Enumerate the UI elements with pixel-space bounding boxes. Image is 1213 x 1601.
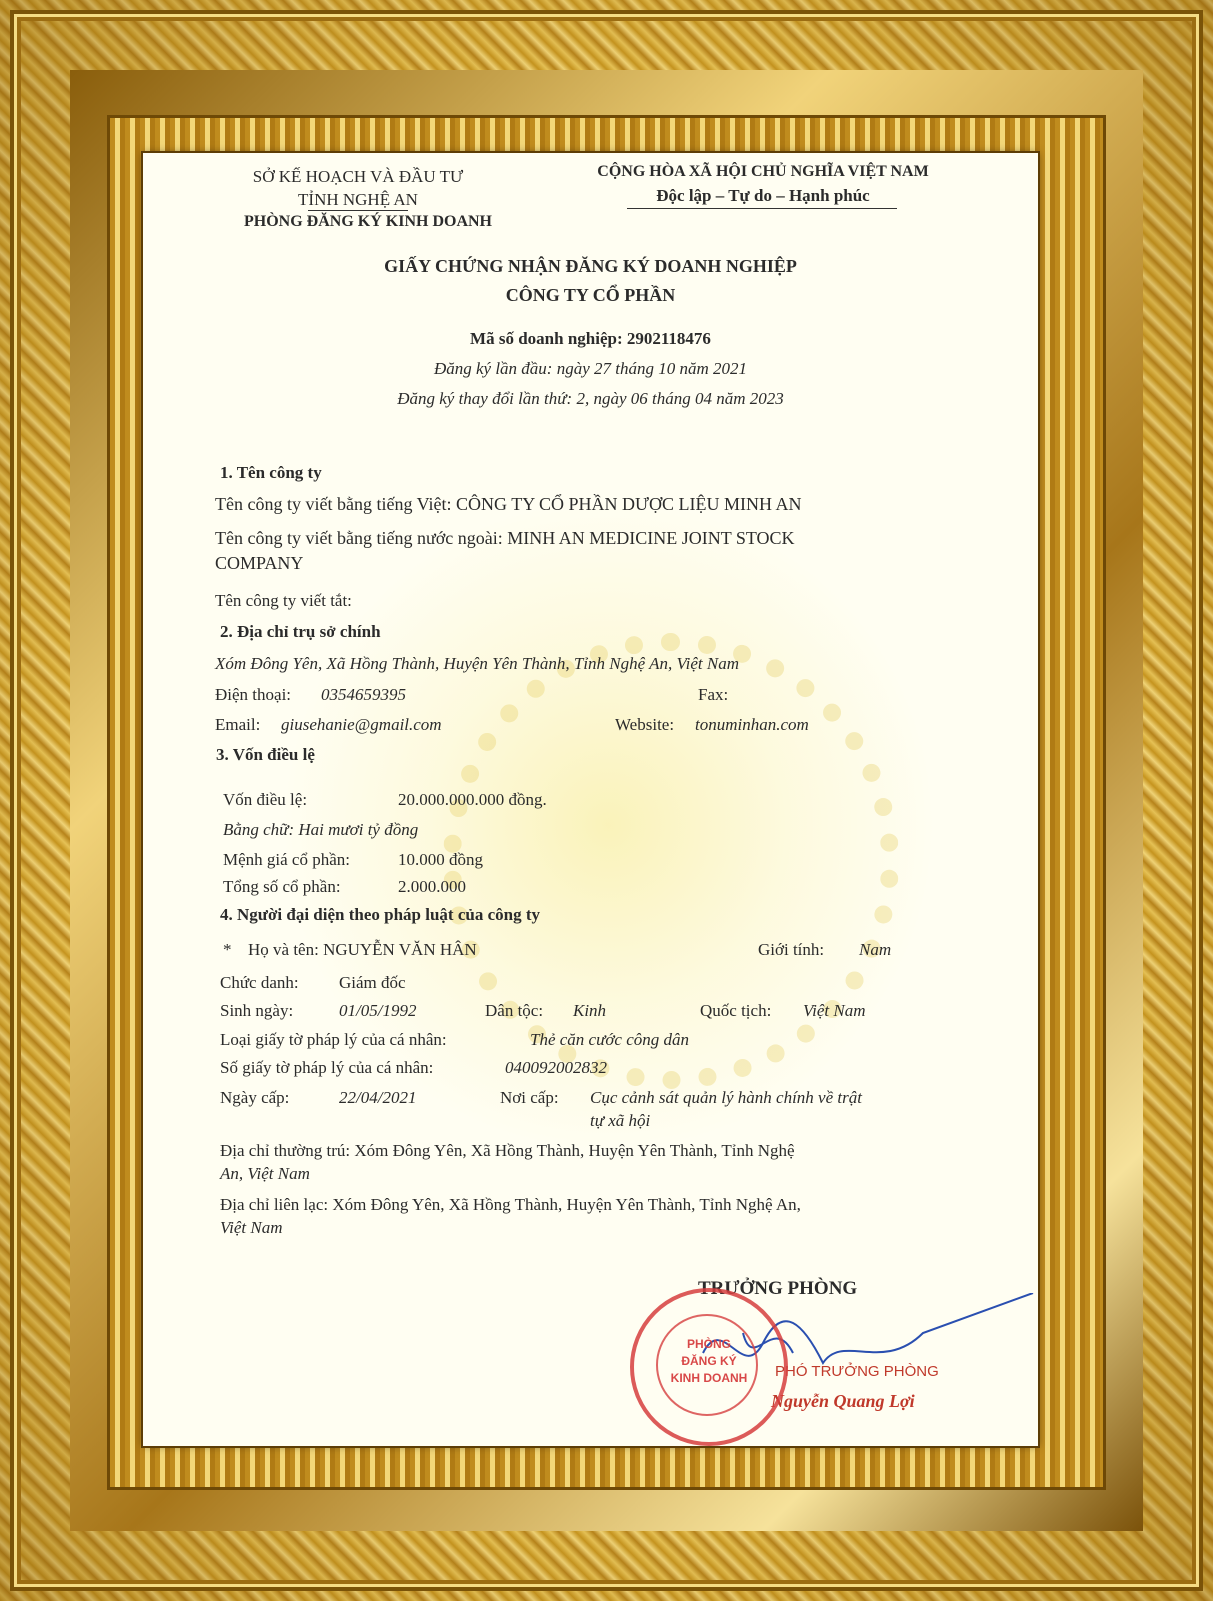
- header-right-line1: CỘNG HÒA XÃ HỘI CHỦ NGHĨA VIỆT NAM: [597, 163, 929, 180]
- header-left-line1: SỞ KẾ HOẠCH VÀ ĐẦU TƯ: [252, 167, 464, 186]
- permanent-address-cont: An, Việt Nam: [220, 1164, 310, 1183]
- issue-place-label: Nơi cấp:: [500, 1088, 559, 1107]
- total-shares-value: 2.000.000: [398, 877, 466, 896]
- company-type-title: CÔNG TY CỔ PHẦN: [505, 285, 676, 305]
- certificate-paper: [143, 153, 1038, 1446]
- stamp-line2: ĐĂNG KÝ: [681, 1354, 737, 1368]
- header-left-line2: TỈNH NGHỆ AN: [298, 190, 418, 209]
- capital-label: Vốn điều lệ:: [223, 790, 308, 809]
- id-number-value: 040092002832: [505, 1058, 607, 1077]
- capital-value: 20.000.000.000 đồng.: [398, 790, 547, 809]
- header-left-rule: [308, 210, 408, 211]
- section4-heading: 4. Người đại diện theo pháp luật của công ty: [220, 905, 540, 924]
- change-registration: Đăng ký thay đổi lần thứ: 2, ngày 06 tháng 04 năm 2023: [397, 389, 784, 408]
- website-label: Website:: [615, 715, 675, 734]
- id-type-value: Thẻ căn cước công dân: [530, 1030, 690, 1049]
- company-short-name: Tên công ty viết tắt:: [215, 591, 352, 610]
- par-value-label: Mệnh giá cổ phần:: [223, 850, 350, 869]
- contact-address-cont: Việt Nam: [220, 1218, 283, 1237]
- head-office-address: Xóm Đông Yên, Xã Hồng Thành, Huyện Yên Thành, Tỉnh Nghệ An, Việt Nam: [215, 654, 739, 673]
- header-right-rule: [627, 208, 897, 209]
- ethnicity-value: Kinh: [573, 1001, 607, 1020]
- issue-place-value-cont: tự xã hội: [590, 1111, 651, 1130]
- header-left-line3: PHÒNG ĐĂNG KÝ KINH DOANH: [244, 213, 492, 230]
- website-value: tonuminhan.com: [695, 715, 809, 734]
- email-label: Email:: [215, 715, 261, 734]
- stamp-line1: PHÒNG: [686, 1337, 731, 1351]
- permanent-address: Địa chỉ thường trú: Xóm Đông Yên, Xã Hồng Thành, Huyện Yên Thành, Tỉnh Nghệ: [220, 1141, 795, 1160]
- phone-value: 0354659395: [321, 685, 406, 704]
- contact-address: Địa chỉ liên lạc: Xóm Đông Yên, Xã Hồng Thành, Huyện Yên Thành, Tỉnh Nghệ An,: [220, 1195, 801, 1214]
- issue-date-value: 22/04/2021: [339, 1088, 417, 1107]
- id-number-label: Số giấy tờ pháp lý của cá nhân:: [220, 1058, 434, 1077]
- company-name-vn: Tên công ty viết bằng tiếng Việt: CÔNG TY CỔ PHẦN DƯỢC LIỆU MINH AN: [215, 494, 802, 514]
- total-shares-label: Tổng số cổ phần:: [223, 877, 341, 896]
- fax-label: Fax:: [698, 685, 729, 704]
- business-code: Mã số doanh nghiệp: 2902118476: [470, 329, 711, 348]
- issue-date-label: Ngày cấp:: [220, 1088, 290, 1107]
- position-label: Chức danh:: [220, 973, 299, 992]
- id-type-label: Loại giấy tờ pháp lý của cá nhân:: [220, 1030, 447, 1049]
- ethnicity-label: Dân tộc:: [485, 1001, 544, 1020]
- position-value: Giám đốc: [339, 973, 406, 992]
- section1-heading: 1. Tên công ty: [220, 463, 322, 482]
- nationality-value: Việt Nam: [803, 1001, 866, 1020]
- header-right-line2: Độc lập – Tự do – Hạnh phúc: [656, 186, 870, 205]
- dob-label: Sinh ngày:: [220, 1001, 294, 1020]
- section3-heading: 3. Vốn điều lệ: [216, 745, 315, 764]
- phone-label: Điện thoại:: [215, 685, 292, 704]
- official-stamp: [630, 1288, 788, 1446]
- deputy-title: PHÓ TRƯỞNG PHÒNG: [775, 1363, 939, 1380]
- representative-bullet: *: [223, 940, 232, 959]
- capital-in-words: Bằng chữ: Hai mươi tỷ đồng: [223, 820, 419, 839]
- head-of-office-title: TRƯỞNG PHÒNG: [698, 1278, 858, 1299]
- gender-value: Nam: [859, 940, 892, 959]
- certificate-title: GIẤY CHỨNG NHẬN ĐĂNG KÝ DOANH NGHIỆP: [384, 256, 797, 276]
- representative-name: Họ và tên: NGUYỄN VĂN HÂN: [248, 940, 477, 959]
- nationality-label: Quốc tịch:: [700, 1001, 772, 1020]
- dob-value: 01/05/1992: [339, 1001, 417, 1020]
- first-registration: Đăng ký lần đầu: ngày 27 tháng 10 năm 2021: [433, 359, 748, 378]
- signer-name: Nguyễn Quang Lợi: [771, 1391, 915, 1411]
- company-name-foreign-cont: COMPANY: [215, 553, 304, 573]
- gender-label: Giới tính:: [758, 940, 825, 959]
- company-name-foreign: Tên công ty viết bằng tiếng nước ngoài: MINH AN MEDICINE JOINT STOCK: [215, 528, 795, 548]
- issue-place-value: Cục cảnh sát quản lý hành chính về trật: [590, 1088, 862, 1107]
- stamp-line3: KINH DOANH: [670, 1371, 748, 1385]
- par-value: 10.000 đồng: [398, 850, 483, 869]
- section2-heading: 2. Địa chỉ trụ sở chính: [220, 622, 381, 641]
- email-value: giusehanie@gmail.com: [281, 715, 442, 734]
